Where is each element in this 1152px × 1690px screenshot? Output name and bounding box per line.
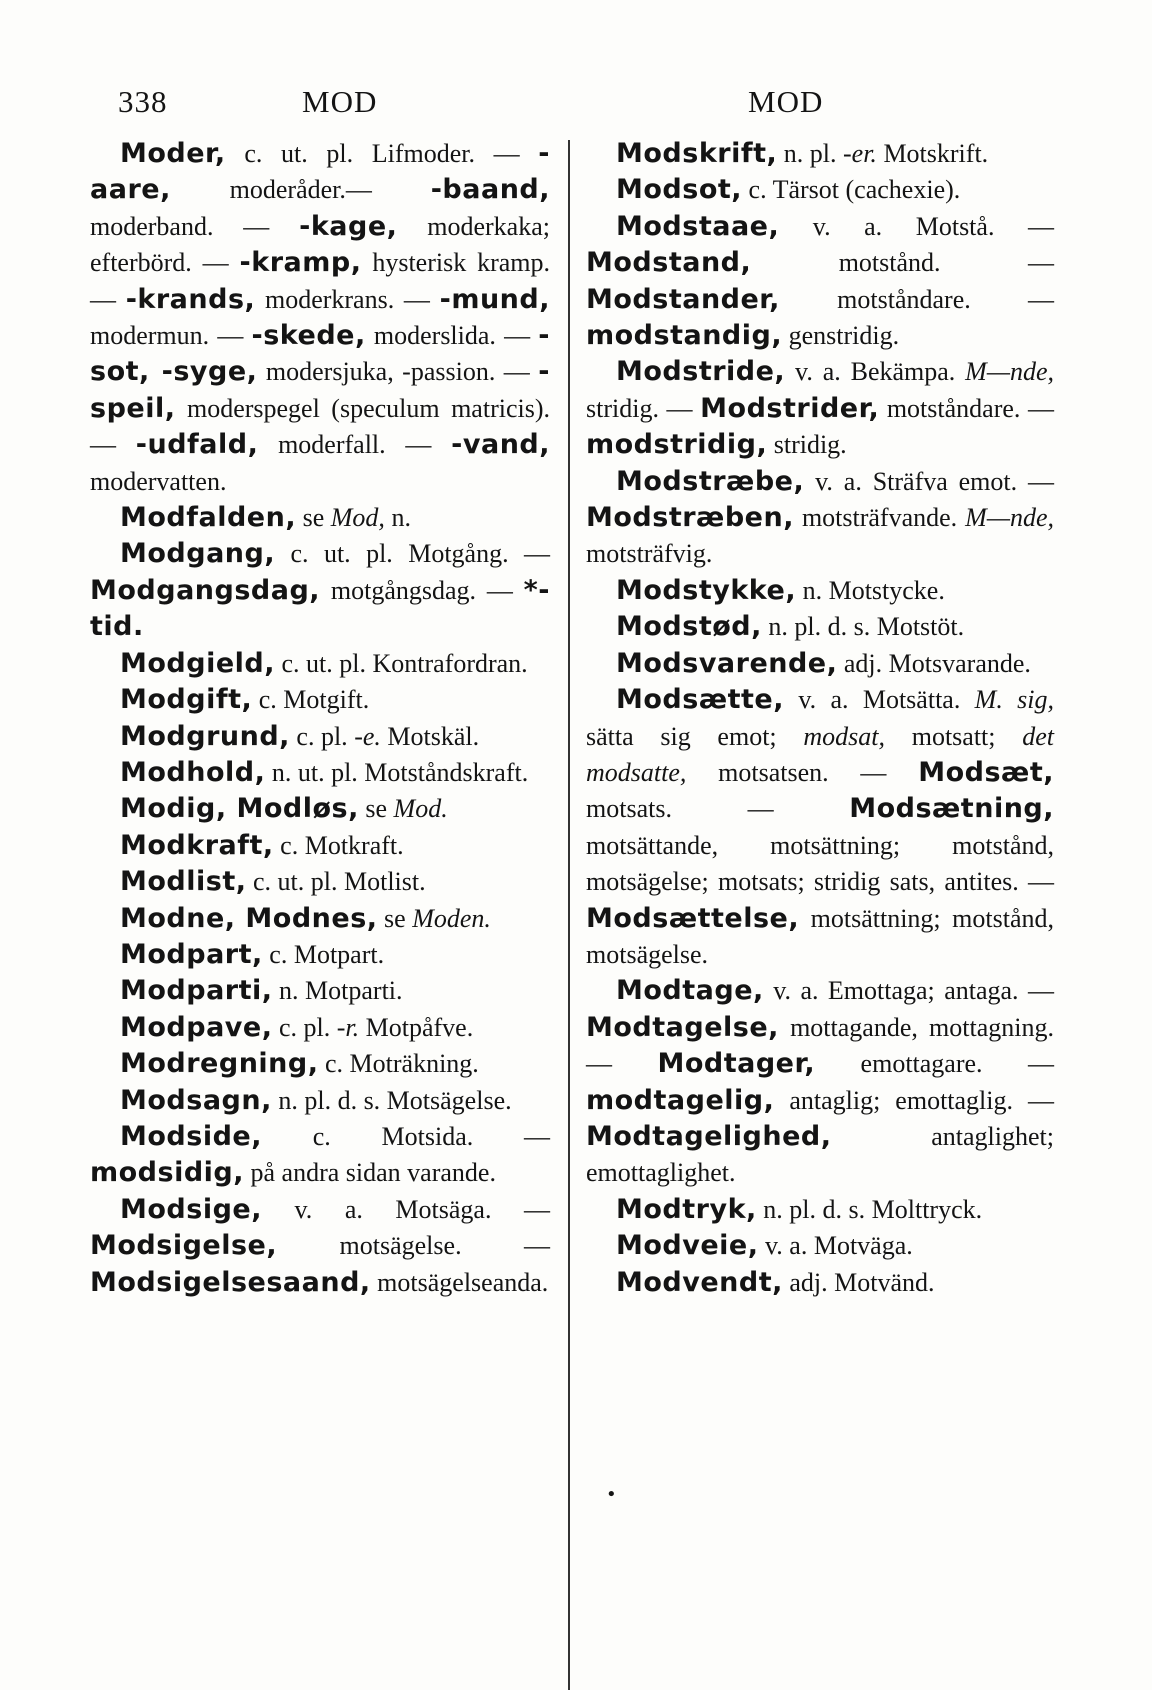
- dictionary-entry: Modne, Modnes, se Moden.: [120, 902, 491, 934]
- dictionary-entry: Modstræbe, v. a. Sträfva emot. — Modstræben, motsträfvande. M—nde, motsträfvig.: [586, 465, 1054, 569]
- dictionary-entry: Modskrift, n. pl. -er. Motskrift.: [616, 138, 989, 169]
- dictionary-entry: Modpart, c. Motpart.: [120, 938, 385, 970]
- dictionary-entry: Modregning, c. Moträkning.: [120, 1048, 479, 1080]
- right-column: [586, 136, 1054, 1301]
- dictionary-entry: Modstaae, v. a. Motstå. — Modstand, motstånd. — Modstander, motståndare. — modstandig, genstridig.: [586, 210, 1054, 352]
- dictionary-entry: Modlist, c. ut. pl. Motlist.: [120, 866, 426, 898]
- left-guide-word: MOD: [302, 84, 378, 119]
- ink-mark: •: [606, 1484, 617, 1505]
- dictionary-entry: Moder, c. ut. pl. Lifmoder. — -aare, moderåder.— -baand, moderband. — -kage, moderkaka; efterbörd. — -kramp, hysterisk kramp. — -krands, moderkrans. — -mund, modermun. — -skede, moderslida. — -sot, -syge, modersjuka, -passion. — -speil, moderspegel (speculum matricis). — -udfald, moderfall. — -vand, modervatten.: [90, 138, 551, 496]
- dictionary-entry: Modpave, c. pl. -r. Motpåfve.: [120, 1011, 474, 1043]
- dictionary-entry: Modtryk, n. pl. d. s. Molttryck.: [616, 1193, 983, 1225]
- dictionary-entry: Modgield, c. ut. pl. Kontrafordran.: [120, 647, 528, 679]
- dictionary-entry: Modstride, v. a. Bekämpa. M—nde, stridig. — Modstrider, motståndare. — modstridig, stridig.: [586, 356, 1054, 461]
- dictionary-entry: Modstød, n. pl. d. s. Motstöt.: [616, 611, 965, 643]
- right-guide-word: MOD: [748, 84, 824, 119]
- dictionary-entry: Modgift, c. Motgift.: [120, 684, 370, 716]
- page-number: 338: [118, 84, 168, 119]
- dictionary-entry: Modgang, c. ut. pl. Motgång. — Modgangsdag, motgångsdag. — *-tid.: [90, 538, 550, 643]
- dictionary-entry: Modtage, v. a. Emottaga; antaga. — Modtagelse, mottagande, mottagning. — Modtager, emottagare. — modtagelig, antaglig; emottaglig. — Modtagelighed, antaglighet; emottaglighet.: [586, 975, 1054, 1188]
- dictionary-entry: Modsvarende, adj. Motsvarande.: [616, 647, 1031, 679]
- dictionary-entry: Modsagn, n. pl. d. s. Motsägelse.: [120, 1084, 512, 1116]
- dictionary-entry: Modvendt, adj. Motvänd.: [616, 1266, 935, 1298]
- dictionary-entry: Modparti, n. Motparti.: [120, 975, 403, 1007]
- dictionary-entry: Modig, Modløs, se Mod.: [120, 793, 448, 825]
- dictionary-entry: Modgrund, c. pl. -e. Motskäl.: [120, 720, 480, 752]
- left-column: [90, 136, 550, 1301]
- dictionary-entry: Modsige, v. a. Motsäga. — Modsigelse, motsägelse. — Modsigelsesaand, motsägelseanda.: [90, 1193, 550, 1298]
- dictionary-entry: Modkraft, c. Motkraft.: [120, 829, 404, 861]
- dictionary-entry: Modsætte, v. a. Motsätta. M. sig, sätta sig emot; modsat, motsatt; det modsatte, motsatsen. — Modsæt, motsats. — Modsætning, motsättande, motsättning; motstånd, motsägelse; motsats; stridig sats, antites. — Modsættelse, motsättning; motstånd, motsägelse.: [586, 684, 1055, 969]
- dictionary-entry: Modhold, n. ut. pl. Motståndskraft.: [120, 756, 529, 788]
- dictionary-entry: Modveie, v. a. Motväga.: [616, 1230, 913, 1262]
- column-divider: [568, 140, 570, 1690]
- dictionary-entry: Modsot, c. Tärsot (cachexie).: [616, 174, 961, 206]
- dictionary-entry: Modfalden, se Mod, n.: [120, 502, 411, 534]
- dictionary-entry: Modside, c. Motsida. — modsidig, på andra sidan varande.: [90, 1120, 550, 1189]
- dictionary-entry: Modstykke, n. Motstycke.: [616, 574, 945, 606]
